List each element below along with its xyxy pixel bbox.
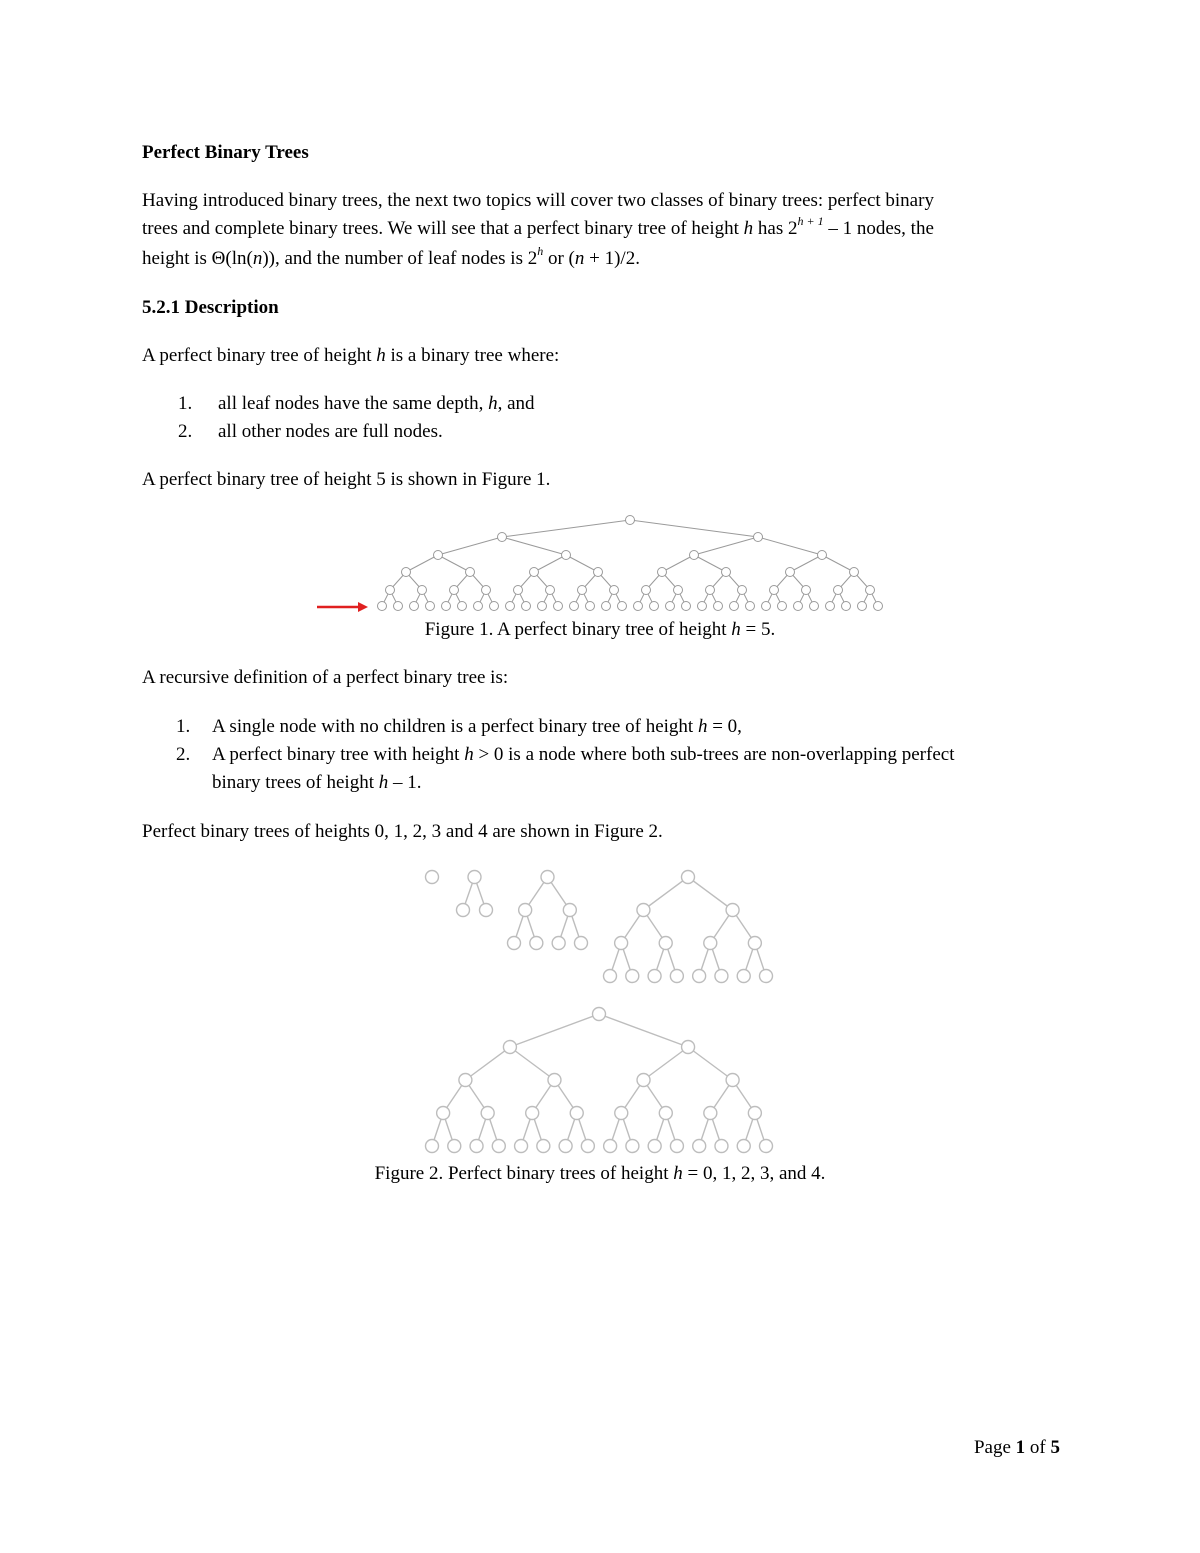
tree-node	[426, 1140, 439, 1153]
tree-node	[593, 1008, 606, 1021]
tree-node	[492, 1140, 505, 1153]
tree-node	[552, 937, 565, 950]
figure1-intro: A perfect binary tree of height 5 is shown in Figure 1.	[142, 469, 551, 490]
tree-node	[503, 1041, 516, 1054]
recursive-intro: A recursive definition of a perfect binary tree is:	[142, 667, 509, 688]
intro-line-3-text-b: )), and the number of leaf nodes is 2	[262, 248, 538, 269]
tree-node	[670, 970, 683, 983]
figure2-caption: Figure 2. Perfect binary trees of height h = 0, 1, 2, 3, and 4.	[374, 1163, 826, 1184]
list-number: 1.	[178, 393, 193, 414]
tree-edge	[688, 877, 733, 910]
tree-node	[480, 904, 493, 917]
intro-line-1: Having introduced binary trees, the next two topics will cover two classes of binary trees: perfect binary	[142, 190, 934, 211]
tree-node	[637, 904, 650, 917]
tree-node	[670, 1140, 683, 1153]
tree-node	[659, 1107, 672, 1120]
tree-node	[726, 1074, 739, 1087]
tree-node	[437, 1107, 450, 1120]
tree-node	[715, 970, 728, 983]
list-item-text: A single node with no children is a perfect binary tree of height h = 0,	[212, 716, 742, 737]
tree-edge	[510, 1014, 599, 1047]
tree-node	[426, 871, 439, 884]
tree-node	[459, 1074, 472, 1087]
tree-node	[748, 1107, 761, 1120]
tree-node	[682, 1041, 695, 1054]
intro-line-2-text-b: has 2	[753, 218, 798, 239]
list-item-text: all other nodes are full nodes.	[218, 421, 443, 442]
tree-node	[541, 871, 554, 884]
figure2-intro: Perfect binary trees of heights 0, 1, 2, 3 and 4 are shown in Figure 2.	[142, 821, 663, 842]
list-number: 2.	[178, 421, 193, 442]
tree-node	[760, 970, 773, 983]
tree-node	[515, 1140, 528, 1153]
tree-node	[468, 871, 481, 884]
section-heading: 5.2.1 Description	[142, 297, 279, 318]
tree-node	[526, 1107, 539, 1120]
tree-node	[715, 1140, 728, 1153]
tree-node	[581, 1140, 594, 1153]
tree-edge	[688, 1047, 733, 1080]
tree-node	[726, 904, 739, 917]
tree-node	[648, 970, 661, 983]
tree-node	[760, 1140, 773, 1153]
tree-node	[737, 970, 750, 983]
tree-node	[615, 1107, 628, 1120]
exponent: h	[537, 243, 544, 258]
list-item-text: all leaf nodes have the same depth, h, and	[218, 393, 535, 414]
tree-edge	[643, 877, 688, 910]
var-n: n	[252, 248, 263, 269]
tree-node	[448, 1140, 461, 1153]
tree-node	[548, 1074, 561, 1087]
var-h: h	[376, 345, 386, 366]
tree-node	[570, 1107, 583, 1120]
intro-line-3-text: height is Θ(ln(	[142, 248, 253, 269]
tree-node	[626, 1140, 639, 1153]
list-number: 2.	[176, 744, 191, 765]
tree-node	[604, 970, 617, 983]
intro-line-3-text-c: or (	[543, 248, 575, 269]
tree-node	[626, 970, 639, 983]
figure2-nodes	[426, 871, 773, 1153]
tree-node	[704, 1107, 717, 1120]
tree-node	[693, 970, 706, 983]
tree-node	[637, 1074, 650, 1087]
tree-node	[457, 904, 470, 917]
tree-node	[748, 937, 761, 950]
tree-node	[530, 937, 543, 950]
tree-edge	[644, 1047, 689, 1080]
list-number: 1.	[176, 716, 191, 737]
tree-edge	[510, 1047, 555, 1080]
tree-node	[648, 1140, 661, 1153]
tree-edge	[599, 1014, 688, 1047]
tree-node	[704, 937, 717, 950]
var-h: h	[743, 218, 754, 239]
tree-node	[519, 904, 532, 917]
definition-intro: A perfect binary tree of height h is a binary tree where:	[142, 345, 560, 366]
page-footer: Page 1 of 5	[973, 1437, 1060, 1458]
tree-node	[559, 1140, 572, 1153]
tree-node	[604, 1140, 617, 1153]
intro-line-2-text: trees and complete binary trees. We will see that a perfect binary tree of height	[142, 218, 744, 239]
var-n: n	[574, 248, 585, 269]
tree-node	[470, 1140, 483, 1153]
list-item-text: A perfect binary tree with height h > 0 is a node where both sub-trees are non-overlapping perfect	[212, 744, 955, 765]
tree-node	[508, 937, 521, 950]
tree-node	[737, 1140, 750, 1153]
list-item-text: binary trees of height h – 1.	[212, 772, 422, 793]
tree-node	[615, 937, 628, 950]
tree-node	[693, 1140, 706, 1153]
tree-edge	[465, 1047, 510, 1080]
intro-line-2-text-c: – 1 nodes, the	[823, 218, 934, 239]
tree-node	[563, 904, 576, 917]
intro-line-3-text-d: + 1)/2.	[584, 248, 640, 269]
tree-node	[537, 1140, 550, 1153]
tree-node	[575, 937, 588, 950]
exponent: h + 1	[797, 213, 824, 228]
tree-node	[481, 1107, 494, 1120]
tree-node	[682, 871, 695, 884]
figure1-caption: Figure 1. A perfect binary tree of height h = 5.	[424, 619, 776, 640]
tree-node	[659, 937, 672, 950]
page-title: Perfect Binary Trees	[142, 142, 309, 163]
